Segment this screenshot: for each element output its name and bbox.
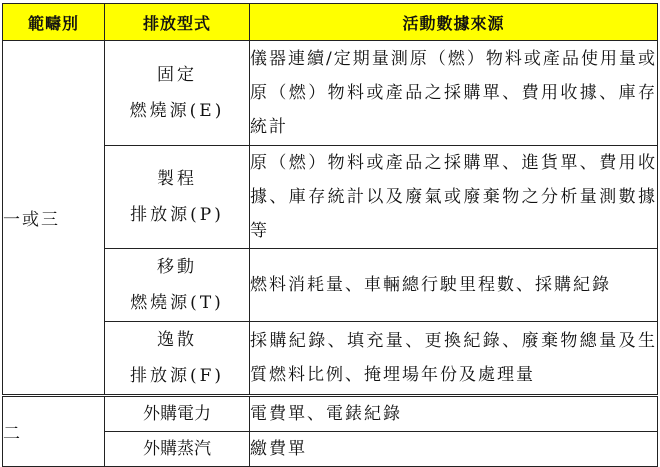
- header-row: [3, 4, 658, 41]
- source-cell: 採購紀錄、填充量、更換紀錄、廢棄物總量及生質燃料比例、掩埋場年份及處理量: [250, 322, 658, 396]
- source-cell: 燃料消耗量、車輛總行駛里程數、採購紀錄: [250, 249, 658, 322]
- emission-type-cell: [105, 41, 250, 146]
- emission-type-cell: [105, 249, 250, 322]
- scope-cell-1-3: 一或三: [3, 41, 105, 396]
- emission-type-cell: [105, 322, 250, 396]
- source-cell: 電費單、電錶紀錄: [250, 396, 658, 432]
- type-line: 燃燒源(T): [130, 293, 224, 313]
- type-line: 移動: [157, 257, 197, 277]
- type-line: 排放源(F): [129, 366, 225, 386]
- table-row: [3, 396, 658, 432]
- type-line: 排放源(P): [130, 205, 224, 225]
- type-line: 燃燒源(E): [129, 101, 225, 121]
- type-line: 固定: [157, 65, 197, 85]
- type-line: 逸散: [157, 330, 197, 350]
- emission-type-cell: [105, 146, 250, 249]
- header-emission-type: 排放型式: [105, 4, 250, 41]
- emission-type-cell: 外購蒸汽: [105, 432, 250, 467]
- source-cell: 原（燃）物料或產品之採購單、進貨單、費用收據、庫存統計以及廢氣或廢棄物之分析量測數據等: [250, 146, 658, 249]
- emission-type-cell: 外購電力: [105, 396, 250, 432]
- type-line: 製程: [157, 169, 197, 189]
- scope-cell-2: 二: [3, 396, 105, 467]
- header-scope: 範疇別: [3, 4, 105, 41]
- header-activity-data-source: 活動數據來源: [250, 4, 658, 41]
- table-row: [3, 41, 658, 146]
- source-cell: 繳費單: [250, 432, 658, 467]
- source-cell: 儀器連續/定期量測原（燃）物料或產品使用量或原（燃）物料或產品之採購單、費用收據、庫存統計: [250, 41, 658, 146]
- emission-data-table: [2, 3, 658, 467]
